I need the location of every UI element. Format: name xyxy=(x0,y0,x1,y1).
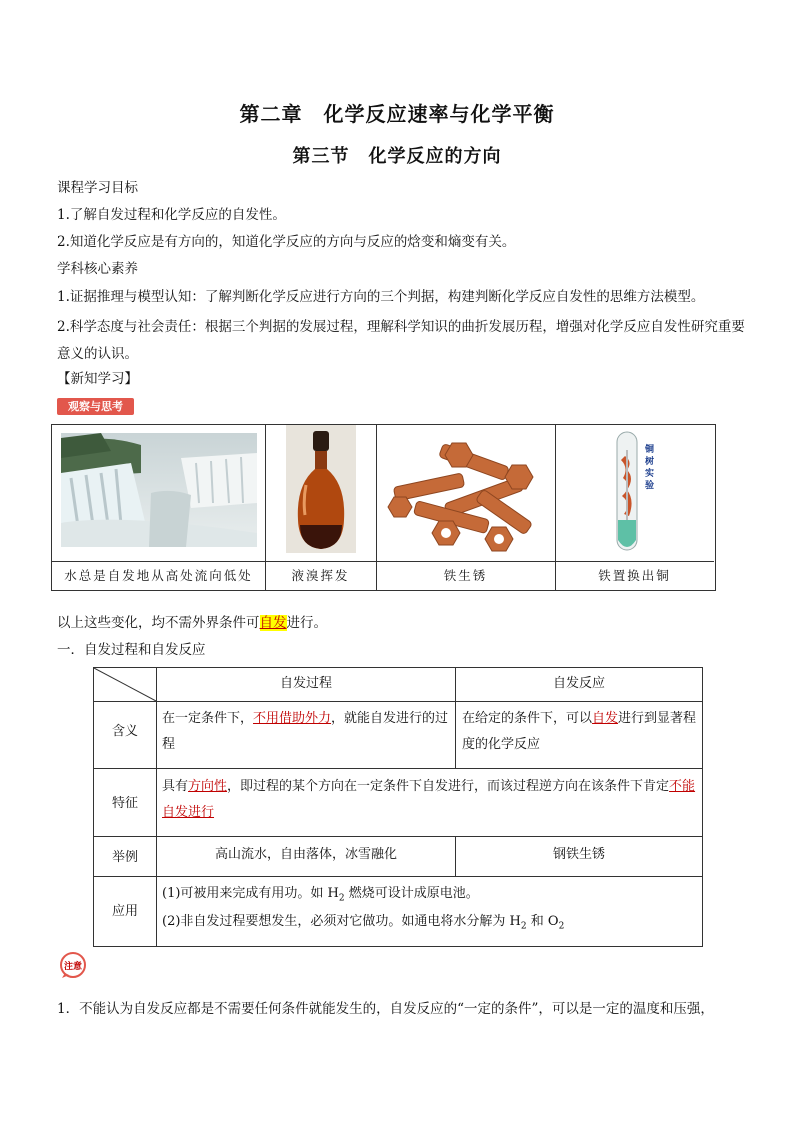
highlight-text: 自发 xyxy=(259,615,287,631)
application-line: (1)可被用来完成有用功。如 $H_2$ 燃烧可设计成原电池。 xyxy=(162,886,479,904)
goals-heading: 课程学习目标 xyxy=(57,180,138,196)
svg-text:铜: 铜 xyxy=(645,445,655,455)
goal-item: 1.了解自发过程和化学反应的自发性。 xyxy=(57,207,286,223)
bromine-bottle-image xyxy=(286,425,356,553)
photo-cell xyxy=(376,425,556,590)
photo-table xyxy=(51,424,716,591)
goal-item: 2.知道化学反应是有方向的，知道化学反应的方向与反应的焓变和熵变有关。 xyxy=(57,234,516,250)
note-line: 1．不能认为自发反应都是不需要任何条件就能发生的，自发反应的“一定的条件”，可以是一定的温度和压强， xyxy=(57,1001,714,1017)
section1-heading: 一．自发过程和自发反应 xyxy=(57,642,206,658)
svg-text:验: 验 xyxy=(645,481,655,491)
col-header: 自发反应 xyxy=(552,676,605,691)
meaning-process: 在一定条件下，不用借助外力，就能自发进行的过程 xyxy=(162,711,449,752)
photo-cell xyxy=(52,425,266,590)
statement: 以上这些变化，均不需外界条件可自发进行。 xyxy=(57,615,327,631)
photo-caption: 铁生锈 xyxy=(376,561,555,591)
process-table xyxy=(93,667,703,947)
test-tube-image xyxy=(607,430,663,556)
svg-text:树: 树 xyxy=(645,457,655,467)
literacy-heading: 学科核心素养 xyxy=(57,261,138,277)
literacy-item: 2.科学态度与社会责任：根据三个判据的发展过程，理解科学知识的曲折发展历程，增强对化学反应自发性研究重要意义的认识。 xyxy=(57,319,745,362)
note-icon xyxy=(59,951,87,979)
row-label: 举例 xyxy=(111,850,138,865)
waterfall-image xyxy=(61,433,257,547)
section-title: 第三节 化学反应的方向 xyxy=(292,146,502,167)
row-label: 应用 xyxy=(111,904,138,919)
feature-text: 具有方向性，即过程的某个方向在一定条件下自发进行，而该过程逆方向在该条件下肯定不能自发进行 xyxy=(162,779,696,820)
rusty-bolts-image xyxy=(384,435,548,553)
photo-cell xyxy=(555,425,714,590)
header-diagonal xyxy=(94,668,156,701)
photo-caption: 水总是自发地从高处流向低处 xyxy=(52,561,265,591)
meaning-reaction: 在给定的条件下，可以自发进行到显著程度的化学反应 xyxy=(462,711,697,752)
observe-tag: 观察与思考 xyxy=(57,398,134,415)
literacy-item: 1.证据推理与模型认知：了解判断化学反应进行方向的三个判据，构建判断化学反应自发性的思维方法模型。 xyxy=(57,289,705,305)
chapter-title: 第二章 化学反应速率与化学平衡 xyxy=(239,102,555,126)
photo-caption: 铁置换出铜 xyxy=(555,561,714,591)
svg-text:实: 实 xyxy=(645,469,655,479)
example-process: 高山流水，自由落体，冰雪融化 xyxy=(214,847,397,862)
row-label: 特征 xyxy=(111,796,138,811)
row-label: 含义 xyxy=(111,724,138,739)
photo-caption: 液溴挥发 xyxy=(265,561,376,591)
new-knowledge-heading: 【新知学习】 xyxy=(57,371,138,387)
photo-cell xyxy=(265,425,377,590)
application-line: (2)非自发过程要想发生，必须对它做功。如通电将水分解为 $H_2$ 和 $O_2$ xyxy=(162,914,565,932)
example-reaction: 钢铁生锈 xyxy=(552,847,605,862)
note-icon-label: 注意 xyxy=(63,962,83,972)
col-header: 自发过程 xyxy=(279,676,332,691)
